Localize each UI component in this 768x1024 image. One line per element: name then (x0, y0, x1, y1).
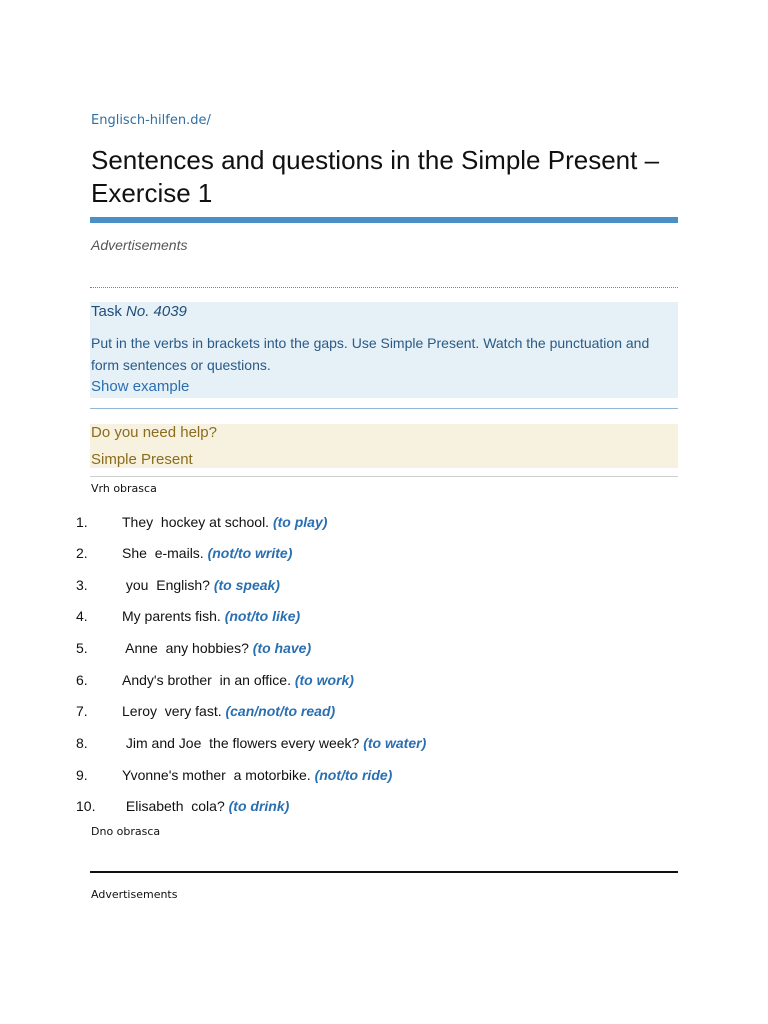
task-label: Task (91, 303, 122, 320)
exercise-sentence: Anne any hobbies? (122, 640, 253, 656)
advertisements-label-bottom: Advertisements (91, 888, 178, 901)
form-bottom-label: Dno obrasca (91, 825, 161, 838)
page-title: Sentences and questions in the Simple Present – Exercise 1 (91, 145, 660, 208)
exercise-sentence: Andy's brother in an office. (122, 672, 295, 688)
exercise-item (0, 577, 700, 597)
exercise-hint: (to work) (294, 672, 354, 688)
exercise-sentence: Yvonne's mother a motorbike. (122, 767, 315, 783)
exercise-item (0, 767, 700, 787)
exercise-sentence: Jim and Joe the flowers every week? (122, 735, 364, 751)
task-number: No. 4039 (126, 303, 187, 320)
exercise-hint: (can/not/to read) (225, 703, 336, 719)
simple-present-help-link[interactable]: Simple Present (91, 451, 193, 468)
exercise-item (0, 735, 700, 755)
site-link[interactable]: Englisch-hilfen.de/ (91, 113, 211, 128)
bottom-divider (90, 871, 678, 873)
exercise-number: 4. (76, 608, 88, 624)
exercise-item (0, 640, 700, 660)
exercise-item (0, 545, 700, 565)
help-divider (90, 476, 678, 477)
exercise-sentence: Elisabeth cola? (122, 798, 229, 814)
exercise-hint: (to speak) (213, 577, 280, 593)
exercise-item (0, 672, 700, 692)
exercise-hint: (not/to like) (224, 608, 301, 624)
exercise-hint: (to have) (252, 640, 312, 656)
exercise-sentence: My parents fish. (122, 608, 225, 624)
exercise-number: 2. (76, 545, 88, 561)
task-instructions: Put in the verbs in brackets into the gaps. Use Simple Present. Watch the punctuation and form sentences or questions. (91, 335, 650, 373)
exercise-hint: (to drink) (228, 798, 290, 814)
exercise-item (0, 514, 700, 534)
exercise-number: 10. (76, 798, 96, 814)
help-box (90, 424, 678, 468)
exercise-item (0, 703, 700, 723)
show-example-link[interactable]: Show example (91, 378, 190, 395)
exercise-number: 3. (76, 577, 88, 593)
exercise-number: 6. (76, 672, 88, 688)
exercise-sentence: you English? (122, 577, 214, 593)
exercise-hint: (to water) (363, 735, 427, 751)
exercise-number: 5. (76, 640, 88, 656)
title-divider (90, 217, 678, 223)
exercise-hint: (not/to ride) (314, 767, 393, 783)
exercise-item (0, 798, 700, 818)
advertisements-label-top: Advertisements (91, 237, 188, 253)
exercise-number: 9. (76, 767, 88, 783)
exercise-hint: (to play) (272, 514, 328, 530)
task-title (91, 303, 187, 320)
exercise-sentence: Leroy very fast. (122, 703, 226, 719)
ads-divider (90, 287, 678, 288)
task-divider (90, 408, 678, 409)
exercise-item (0, 608, 700, 628)
exercise-hint: (not/to write) (207, 545, 293, 561)
task-box (90, 302, 678, 398)
exercise-number: 7. (76, 703, 88, 719)
exercise-number: 1. (76, 514, 88, 530)
exercise-number: 8. (76, 735, 88, 751)
help-title: Do you need help? (91, 424, 217, 441)
exercise-sentence: They hockey at school. (122, 514, 273, 530)
exercise-sentence: She e-mails. (122, 545, 208, 561)
form-top-label: Vrh obrasca (91, 482, 157, 495)
